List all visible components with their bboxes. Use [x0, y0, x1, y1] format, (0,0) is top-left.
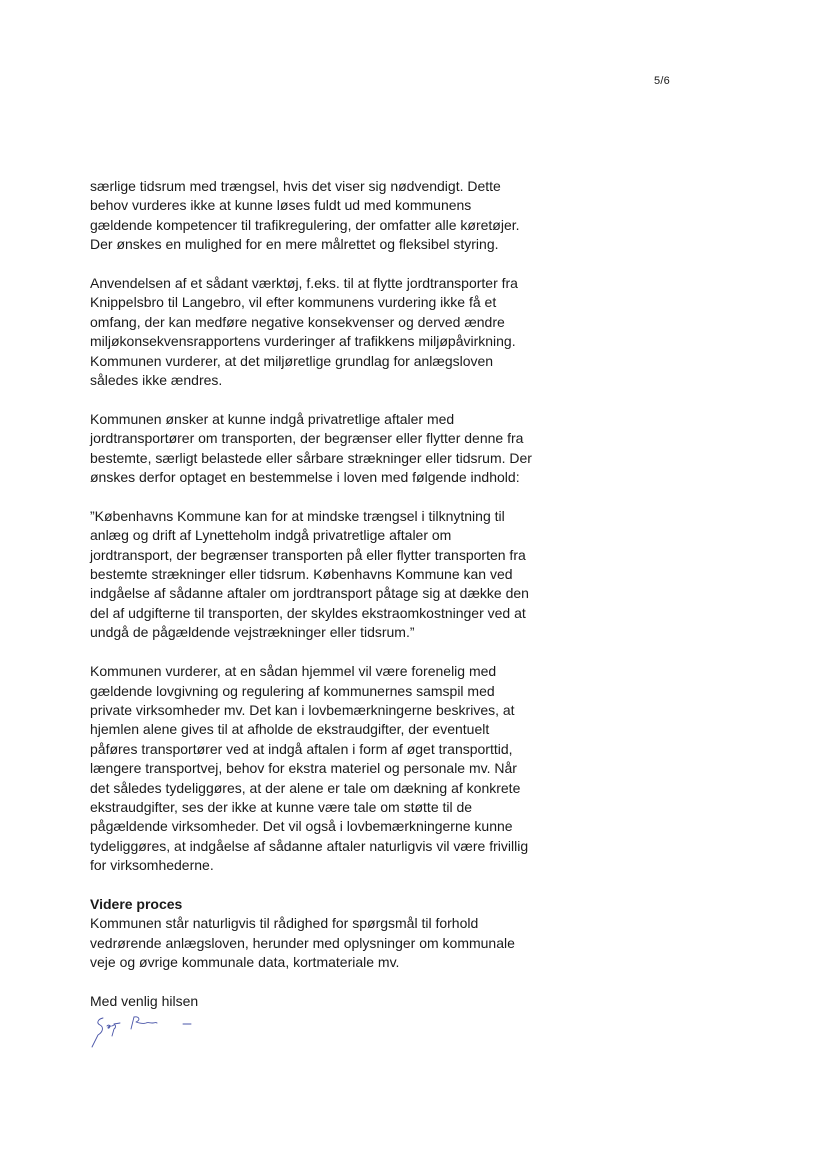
closing-text: Med venlig hilsen	[90, 992, 199, 1009]
text-line: ”Københavns Kommune kan for at mindske trængsel i tilknytning til	[90, 507, 505, 524]
text-line: Anvendelsen af et sådant værktøj, f.eks. til at flytte jordtransporter fra	[90, 275, 518, 292]
text-line: anlæg og drift af Lynetteholm indgå privatretlige aftaler om	[90, 527, 452, 544]
page-number: 5/6	[654, 75, 670, 87]
text-line: Kommunen vurderer, at det miljøretlige grundlag for anlægsloven	[90, 352, 494, 369]
text-line: private virksomheder mv. Det kan i lovbemærkningerne beskrives, at	[90, 701, 515, 718]
text-line: jordtransportører om transporten, der begrænser eller flytter denne fra	[90, 430, 524, 447]
text-line: Knippelsbro til Langebro, vil efter kommunens vurdering ikke få et	[90, 294, 497, 311]
text-line: miljøkonsekvensrapportens vurderinger af trafikkens miljøpåvirkning.	[90, 333, 516, 350]
text-line: Kommunen vurderer, at en sådan hjemmel vil være forenelig med	[90, 663, 497, 680]
text-line: for virksomhederne.	[90, 857, 214, 874]
text-line: påføres transportører ved at indgå aftalen i form af øget transporttid,	[90, 740, 513, 757]
paragraph-private-agreements	[90, 410, 560, 488]
letter-body	[90, 177, 560, 1031]
text-line: pågældende virksomheder. Det vil også i lovbemærkningerne kunne	[90, 818, 513, 835]
text-line: Der ønskes en mulighed for en mere målrettet og fleksibel styring.	[90, 236, 499, 253]
text-line: bestemte, særligt belastede eller sårbare strækninger eller tidsrum. Der	[90, 449, 532, 466]
text-line: vedrørende anlægsloven, herunder med oplysninger om kommunale	[90, 934, 515, 951]
text-line: jordtransport, der begrænser transporten på eller flytter transporten fra	[90, 546, 526, 563]
text-line: indgåelse af sådanne aftaler om jordtransport påtage sig at dække den	[90, 585, 529, 602]
text-line: gældende kompetencer til trafikregulering, der omfatter alle køretøjer.	[90, 216, 520, 233]
text-line: således ikke ændres.	[90, 372, 223, 389]
text-line: gældende lovgivning og regulering af kommunernes samspil med	[90, 682, 495, 699]
handwritten-signature	[90, 1014, 200, 1052]
text-line: længere transportvej, behov for ekstra materiel og personale mv. Når	[90, 760, 517, 777]
text-line: Kommunen står naturligvis til rådighed for spørgsmål til forhold	[90, 915, 479, 932]
text-line: Kommunen ønsker at kunne indgå privatretlige aftaler med	[90, 410, 455, 427]
section-next-steps	[90, 895, 560, 973]
text-line: omfang, der kan medføre negative konsekvenser og derved ændre	[90, 313, 505, 330]
text-line: del af udgifterne til transporten, der skyldes ekstraomkostninger ved at	[90, 604, 526, 621]
text-line: det således tydeliggøres, at der alene er tale om dækning af konkrete	[90, 779, 521, 796]
paragraph-traffic-regulation	[90, 177, 560, 255]
text-line: særlige tidsrum med trængsel, hvis det viser sig nødvendigt. Dette	[90, 178, 501, 194]
text-line: undgå de pågældende vejstrækninger eller tidsrum.”	[90, 624, 415, 641]
closing-salutation	[90, 992, 560, 1011]
section-heading: Videre proces	[90, 895, 183, 912]
text-line: tydeliggøres, at indgåelse af sådanne aftaler naturligvis vil være frivillig	[90, 837, 529, 854]
text-line: bestemte strækninger eller tidsrum. Københavns Kommune kan ved	[90, 566, 513, 583]
paragraph-legal-basis	[90, 662, 560, 875]
paragraph-proposed-provision	[90, 507, 560, 643]
text-line: ekstraudgifter, ses der ikke at kunne være tale om støtte til de	[90, 798, 473, 815]
text-line: hjemlen alene gives til at afholde de ekstraudgifter, der eventuelt	[90, 721, 490, 738]
paragraph-environmental-assessment	[90, 274, 560, 390]
text-line: veje og øvrige kommunale data, kortmateriale mv.	[90, 954, 400, 971]
text-line: behov vurderes ikke at kunne løses fuldt ud med kommunens	[90, 197, 472, 214]
text-line: ønskes derfor optaget en bestemmelse i loven med følgende indhold:	[90, 469, 520, 486]
